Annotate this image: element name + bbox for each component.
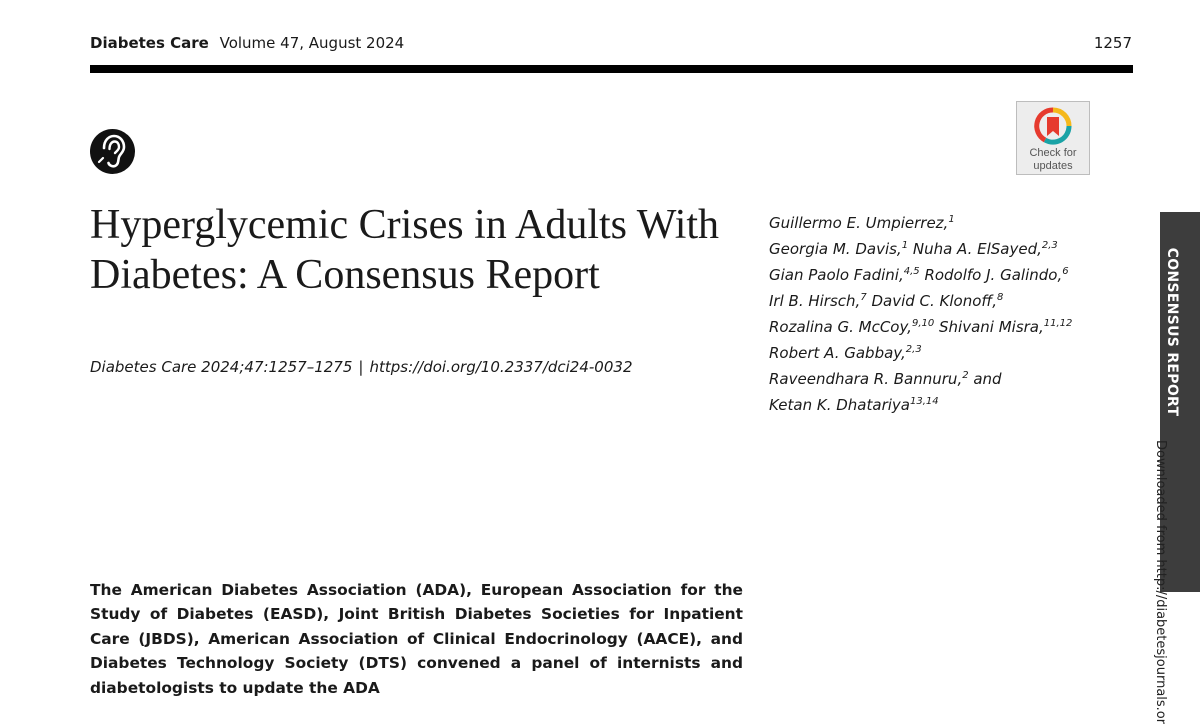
- author-line: [769, 262, 1139, 288]
- citation-line: [90, 358, 632, 376]
- author-line: [769, 392, 1139, 418]
- journal-name: Diabetes Care: [90, 34, 209, 52]
- author-affiliation: 2: [962, 370, 969, 381]
- header-rule: [90, 65, 1133, 73]
- author-name: Shivani Misra,: [939, 318, 1044, 336]
- author-line: [769, 340, 1139, 366]
- check-updates-line2: updates: [1033, 160, 1073, 172]
- author-conjunction: and: [968, 370, 1002, 388]
- author-name: Guillermo E. Umpierrez,: [769, 214, 949, 232]
- author-affiliation: 4,5: [903, 266, 920, 277]
- author-affiliation: 1: [948, 214, 955, 225]
- author-name: Ketan K. Dhatariya: [769, 396, 910, 414]
- author-affiliation: 2,3: [1041, 240, 1058, 251]
- author-affiliation: 7: [860, 292, 867, 303]
- author-name: Rozalina G. McCoy,: [769, 318, 912, 336]
- author-line: [769, 366, 1139, 392]
- citation-separator: |: [358, 358, 364, 376]
- author-affiliation: 9,10: [911, 318, 935, 329]
- ear-icon: [90, 129, 135, 174]
- author-name: Gian Paolo Fadini,: [769, 266, 904, 284]
- author-affiliation: 6: [1062, 266, 1069, 277]
- journal-header: [90, 34, 404, 52]
- author-name: Nuha A. ElSayed,: [912, 240, 1042, 258]
- section-label: CONSENSUS REPORT: [1164, 247, 1180, 417]
- journal-issue: Volume 47, August 2024: [219, 34, 405, 52]
- author-affiliation: 1: [901, 240, 909, 251]
- author-name: David C. Klonoff,: [871, 292, 998, 310]
- author-name: Georgia M. Davis,: [769, 240, 902, 258]
- author-name: Robert A. Gabbay,: [769, 344, 906, 362]
- author-name: Raveendhara R. Bannuru,: [769, 370, 963, 388]
- download-note-text: Downloaded from http://diabetesjournals.or: [1153, 440, 1168, 724]
- author-affiliation: 2,3: [905, 344, 922, 355]
- check-updates-line1: Check for: [1029, 147, 1077, 159]
- author-line: [769, 288, 1139, 314]
- doi-link[interactable]: https://doi.org/10.2337/dci24-0032: [369, 358, 633, 376]
- author-name: Irl B. Hirsch,: [769, 292, 861, 310]
- check-for-updates-badge[interactable]: [1016, 101, 1090, 175]
- abstract-text: The American Diabetes Association (ADA), European Association for the Study of Diabetes (EASD), Joint British Diabetes Societies for Inpatient Care (JBDS), American Association of Clinical Endocrinology (AACE), and Diabetes Technology Society (DTS) convened a panel of internists and diabetologists to update the ADA: [90, 581, 743, 697]
- author-line: [769, 210, 1139, 236]
- citation: Diabetes Care 2024;47:1257–1275: [90, 358, 353, 376]
- author-line: [769, 236, 1139, 262]
- author-affiliation: 13,14: [909, 396, 939, 407]
- check-updates-icon: [1033, 106, 1073, 146]
- author-affiliation: 8: [997, 292, 1004, 303]
- page-number: 1257: [1093, 34, 1132, 52]
- author-line: [769, 314, 1139, 340]
- author-list: [769, 210, 1139, 418]
- author-affiliation: 11,12: [1043, 318, 1073, 329]
- article-title: Hyperglycemic Crises in Adults With Diabetes: A Consensus Report: [90, 202, 720, 298]
- author-name: Rodolfo J. Galindo,: [924, 266, 1063, 284]
